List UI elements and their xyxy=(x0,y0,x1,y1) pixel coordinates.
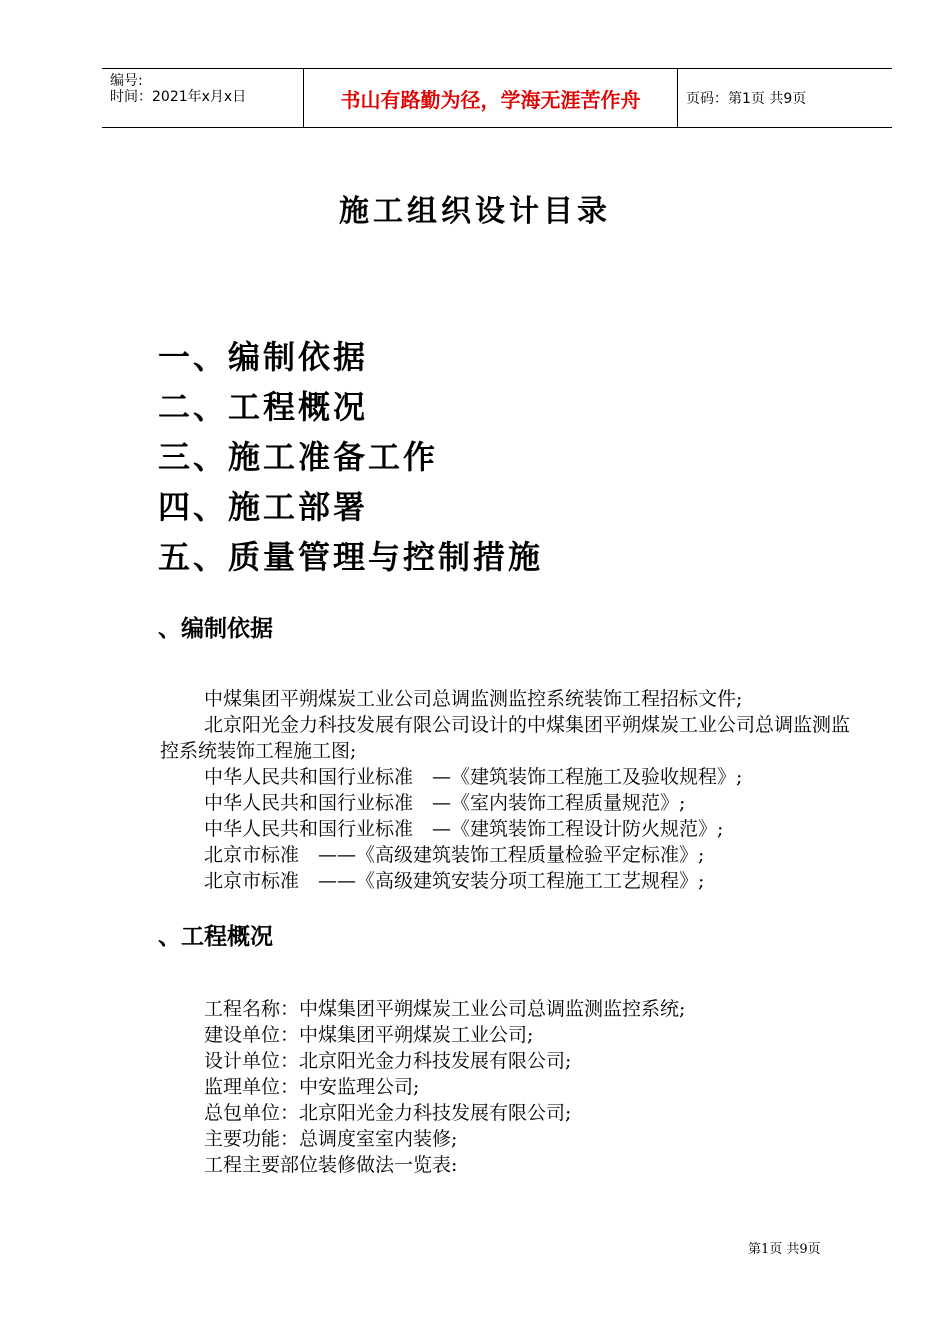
toc-item: 一、编制依据 xyxy=(158,338,369,376)
toc-item: 四、施工部署 xyxy=(158,488,369,526)
paragraph: 总包单位：北京阳光金力科技发展有限公司; xyxy=(204,1102,572,1124)
date-label: 时间：2021年x月x日 xyxy=(110,89,247,105)
paragraph: 工程名称：中煤集团平朔煤炭工业公司总调监测监控系统; xyxy=(204,998,686,1020)
paragraph: 建设单位：中煤集团平朔煤炭工业公司; xyxy=(204,1024,534,1046)
header-info-cell xyxy=(102,69,304,127)
header-page-label: 页码：第1页 共9页 xyxy=(686,91,807,107)
header-motto: 书山有路勤为径，学海无涯苦作舟 xyxy=(304,69,678,127)
paragraph: 北京阳光金力科技发展有限公司设计的中煤集团平朔煤炭工业公司总调监测监控系统装饰工程施工图; xyxy=(160,714,851,762)
section-overview-body xyxy=(160,996,850,1178)
paragraph: 中煤集团平朔煤炭工业公司总调监测监控系统装饰工程招标文件; xyxy=(204,688,743,710)
page-footer: 第1页 共9页 xyxy=(748,1242,821,1257)
paragraph: 北京市标准 ——《高级建筑装饰工程质量检验平定标准》; xyxy=(204,844,705,866)
paragraph: 监理单位：中安监理公司; xyxy=(204,1076,420,1098)
paragraph: 中华人民共和国行业标准 —《室内装饰工程质量规范》; xyxy=(204,792,686,814)
table-of-contents xyxy=(158,332,543,582)
section-heading-overview: 、工程概况 xyxy=(158,924,273,950)
page-header xyxy=(102,68,892,128)
number-label: 编号: xyxy=(110,73,143,89)
toc-item: 三、施工准备工作 xyxy=(158,438,439,476)
paragraph: 中华人民共和国行业标准 —《建筑装饰工程设计防火规范》; xyxy=(204,818,724,840)
paragraph: 工程主要部位装修做法一览表: xyxy=(204,1154,458,1176)
paragraph: 设计单位：北京阳光金力科技发展有限公司; xyxy=(204,1050,572,1072)
document-title: 施工组织设计目录 xyxy=(339,194,611,229)
paragraph: 中华人民共和国行业标准 —《建筑装饰工程施工及验收规程》; xyxy=(204,766,743,788)
section-basis-body xyxy=(160,686,850,894)
toc-item: 五、质量管理与控制措施 xyxy=(158,538,544,576)
toc-item: 二、工程概况 xyxy=(158,388,369,426)
section-heading-basis: 、编制依据 xyxy=(158,616,273,642)
paragraph: 北京市标准 ——《高级建筑安装分项工程施工工艺规程》; xyxy=(204,870,705,892)
paragraph: 主要功能：总调度室室内装修; xyxy=(204,1128,458,1150)
